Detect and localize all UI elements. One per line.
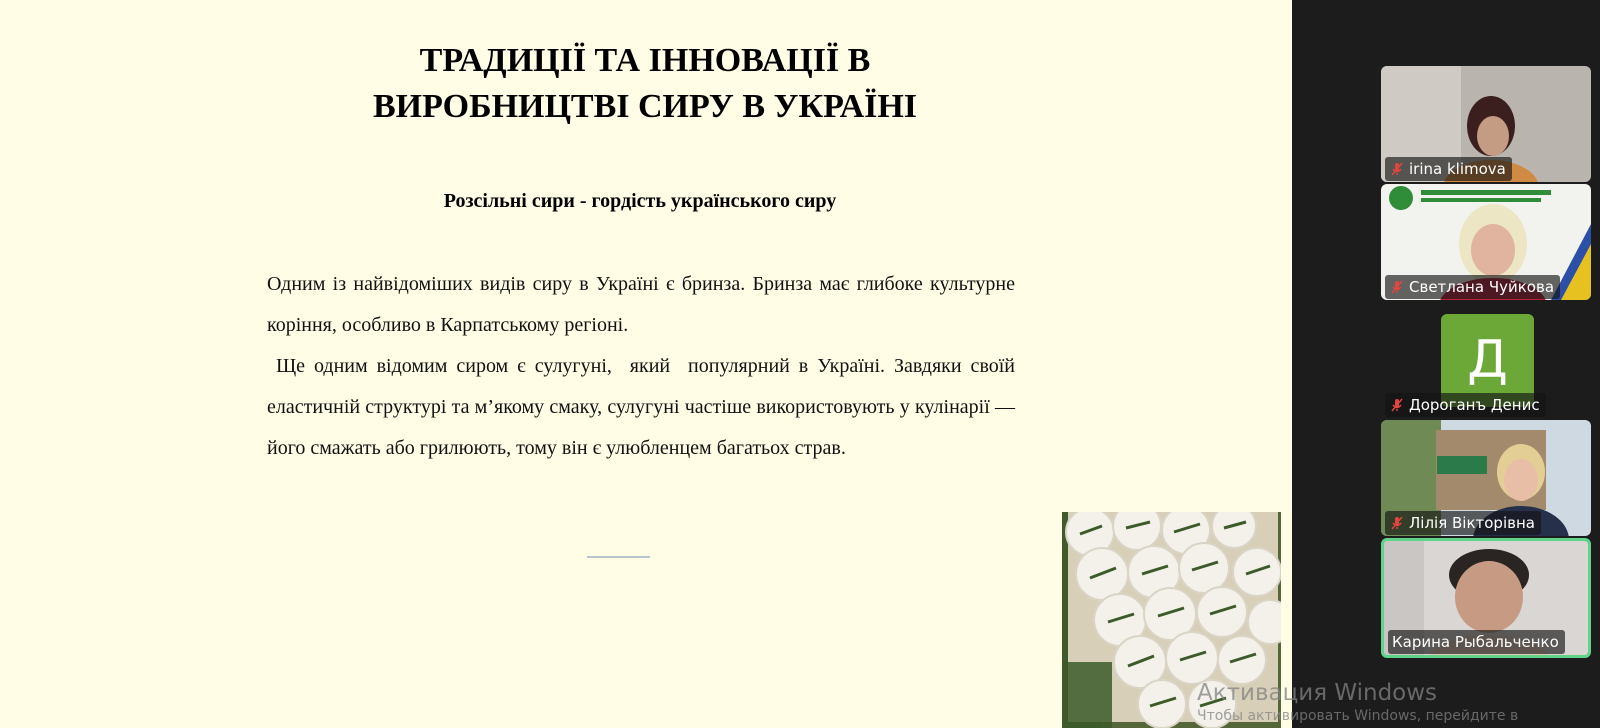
participant-name: Дороганъ Денис	[1409, 396, 1540, 414]
participant-tile-karina-rybalchenko[interactable]	[1381, 538, 1591, 658]
slide-body	[267, 264, 1021, 469]
participant-label	[1385, 393, 1546, 417]
avatar: Д	[1441, 314, 1534, 407]
participant-label	[1385, 157, 1512, 181]
participant-tile-dorogan-denis[interactable]	[1381, 314, 1591, 418]
mic-off-icon	[1389, 397, 1405, 413]
participant-name: irina klimova	[1409, 160, 1506, 178]
mic-off-icon	[1389, 161, 1405, 177]
slide-paragraph-1: Одним із найвідоміших видів сиру в Україні є бринза. Бринза має глибоке культурне коріння, особливо в Карпатському регіоні.	[267, 273, 1015, 336]
windows-activation-watermark: Активация Windows	[1197, 680, 1438, 706]
participant-label	[1385, 275, 1560, 299]
participant-name: Лілія Вікторівна	[1409, 514, 1535, 532]
slide-paragraph-2: Ще одним відомим сиром є сулугуні, який популярний в Україні. Завдяки своїй еластичній структурі та м’якому смаку, сулугуні частіше використовують у кулінарії — його смажать або грилюють, тому він є улюбленцем багатьох страв.	[267, 355, 1021, 459]
mic-off-icon	[1389, 279, 1405, 295]
participant-tile-irina-klimova[interactable]	[1381, 66, 1591, 182]
participant-tile-liliia-viktorivna[interactable]	[1381, 420, 1591, 536]
mic-off-icon	[1389, 515, 1405, 531]
slide-title-line1: ТРАДИЦІЇ ТА ІННОВАЦІЇ В	[419, 42, 871, 79]
participant-label	[1385, 511, 1541, 535]
participant-tile-svetlana-chuikova[interactable]	[1381, 184, 1591, 300]
slide-title	[300, 38, 990, 130]
slide-subtitle: Розсільні сири - гордість українського сиру	[443, 190, 837, 212]
slide-title-line2: ВИРОБНИЦТВІ СИРУ В УКРАЇНІ	[372, 88, 918, 125]
participant-name: Карина Рыбальченко	[1392, 633, 1559, 651]
windows-activation-hint: Чтобы активировать Windows, перейдите в	[1197, 708, 1519, 724]
slide-divider	[587, 556, 650, 558]
participant-name: Светлана Чуйкова	[1409, 278, 1555, 296]
participant-label	[1388, 630, 1565, 654]
